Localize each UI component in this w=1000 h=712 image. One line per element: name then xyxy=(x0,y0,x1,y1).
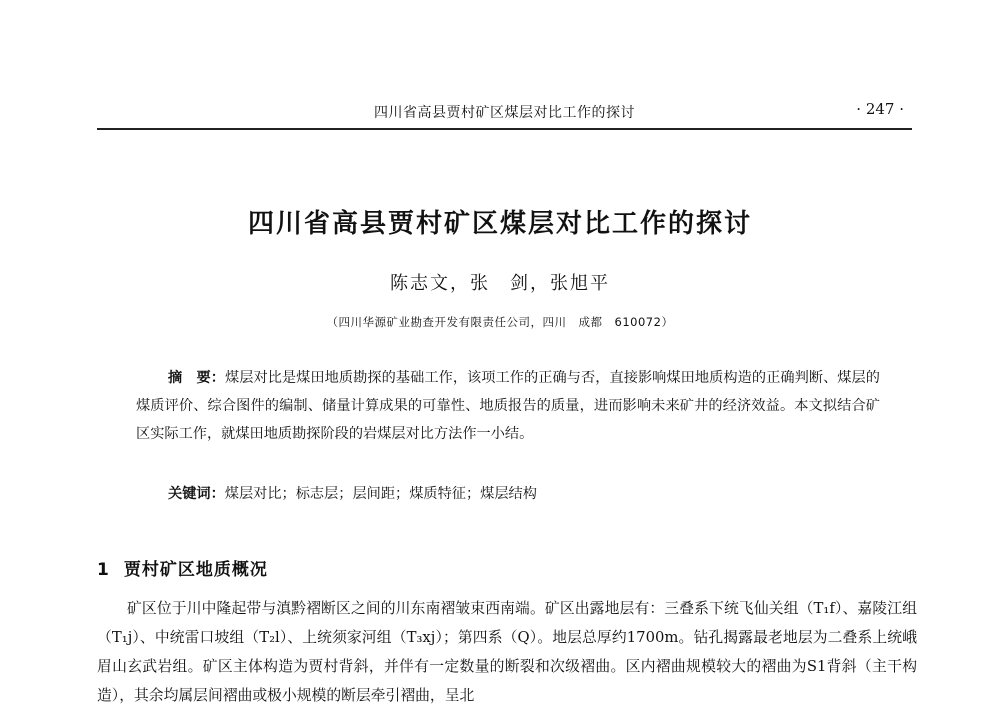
body-paragraph: 矿区位于川中隆起带与滇黔褶断区之间的川东南褶皱束西南端。矿区出露地层有：三叠系下统飞仙关组（T₁f）、嘉陵江组（T₁j）、中统雷口坡组（T₂l）、上统须家河组（T₃xj）；第四系（Q）。地层总厚约1700m。钻孔揭露最老地层为二叠系上统峨眉山玄武岩组。矿区主体构造为贾村背斜，并伴有一定数量的断裂和次级褶曲。区内褶曲规模较大的褶曲为S1背斜（主干构造），其余均属层间褶曲或极小规模的断层牵引褶曲，呈北 xyxy=(97,600,917,704)
paper-title: 四川省高县贾村矿区煤层对比工作的探讨 xyxy=(247,209,752,239)
running-title: 四川省高县贾村矿区煤层对比工作的探讨 xyxy=(374,105,635,121)
abstract xyxy=(136,364,880,448)
section-heading xyxy=(97,555,268,580)
abstract-label: 摘 要： xyxy=(168,370,225,386)
section-number: 1 xyxy=(97,560,110,580)
running-header xyxy=(97,98,912,130)
affiliation: （四川华源矿业勘查开发有限责任公司，四川 成都 610072） xyxy=(326,315,674,329)
keywords-label: 关键词： xyxy=(168,486,225,502)
authors: 陈志文，张 剑，张旭平 xyxy=(390,273,610,294)
keywords-text: 煤层对比；标志层；层间距；煤质特征；煤层结构 xyxy=(224,486,537,502)
abstract-text: 煤层对比是煤田地质勘探的基础工作，该项工作的正确与否，直接影响煤田地质构造的正确判断、煤层的煤质评价、综合图件的编制、储量计算成果的可靠性、地质报告的质量，进而影响未来矿井的经济效益。本文拟结合矿区实际工作，就煤田地质勘探阶段的岩煤层对比方法作一小结。 xyxy=(136,370,880,442)
keywords xyxy=(168,483,537,503)
page-number: · 247 · xyxy=(856,100,904,118)
section-title: 贾村矿区地质概况 xyxy=(123,560,268,580)
